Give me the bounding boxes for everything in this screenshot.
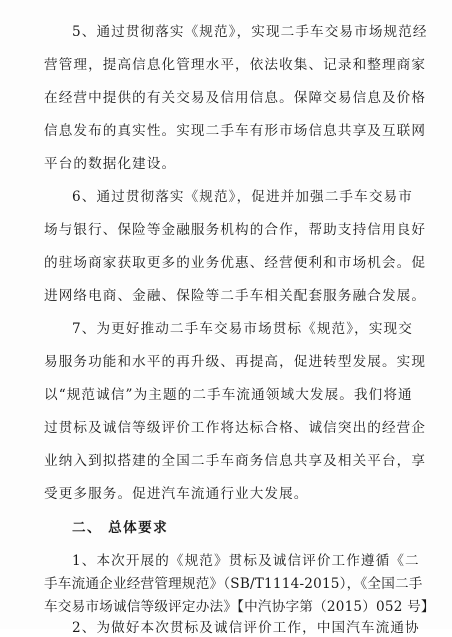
paragraph-5-line-4: 信息发布的真实性。实现二手车有形市场信息共享及互联网 (44, 123, 427, 139)
paragraph-6-line-3: 的驻场商家获取更多的业务优惠、经营便利和市场机会。促 (44, 255, 427, 271)
requirement-2-line-1: 2、为做好本次贯标及诚信评价工作，中国汽车流通协 (72, 620, 420, 636)
paragraph-5-line-1: 5、通过贯彻落实《规范》，实现二手车交易市场规范经 (72, 24, 428, 40)
requirement-1-line-2: 手车流通企业经营管理规范》（SB/T1114-2015），《全国二手 (44, 576, 423, 592)
paragraph-7-line-5: 业纳入到拟搭建的全国二手车商务信息共享及相关平台，享 (44, 453, 427, 469)
paragraph-7-line-2: 易服务功能和水平的再升级、再提高，促进转型发展。实现 (44, 354, 427, 370)
paragraph-7-line-3: 以“规范诚信”为主题的二手车流通领域大发展。我们将通 (44, 387, 413, 403)
requirement-1-line-3: 车交易市场诚信等级评定办法》【中汽协字第（2015）052 号】 (44, 599, 435, 615)
paragraph-7-line-6: 受更多服务。促进汽车流通行业大发展。 (44, 486, 309, 502)
paragraph-6-line-2: 场与银行、保险等金融服务机构的合作，帮助支持信用良好 (44, 222, 427, 238)
paragraph-7-line-1: 7、为更好推动二手车交易市场贯标《规范》，实现交 (72, 321, 413, 337)
section-heading: 二、 总体要求 (72, 520, 169, 536)
requirement-1-line-1: 1、本次开展的《规范》贯标及诚信评价工作遵循《二 (72, 553, 420, 569)
paragraph-5-line-3: 在经营中提供的有关交易及信用信息。保障交易信息及价格 (44, 90, 427, 106)
paragraph-5-line-2: 营管理，提高信息化管理水平，依法收集、记录和整理商家 (44, 57, 427, 73)
paragraph-5-line-5: 平台的数据化建设。 (44, 156, 177, 172)
paragraph-6-line-1: 6、通过贯彻落实《规范》，促进并加强二手车交易市 (72, 189, 413, 205)
paragraph-7-line-4: 过贯标及诚信等级评价工作将达标合格、诚信突出的经营企 (44, 420, 427, 436)
paragraph-6-line-4: 进网络电商、金融、保险等二手车相关配套服务融合发展。 (44, 288, 427, 304)
